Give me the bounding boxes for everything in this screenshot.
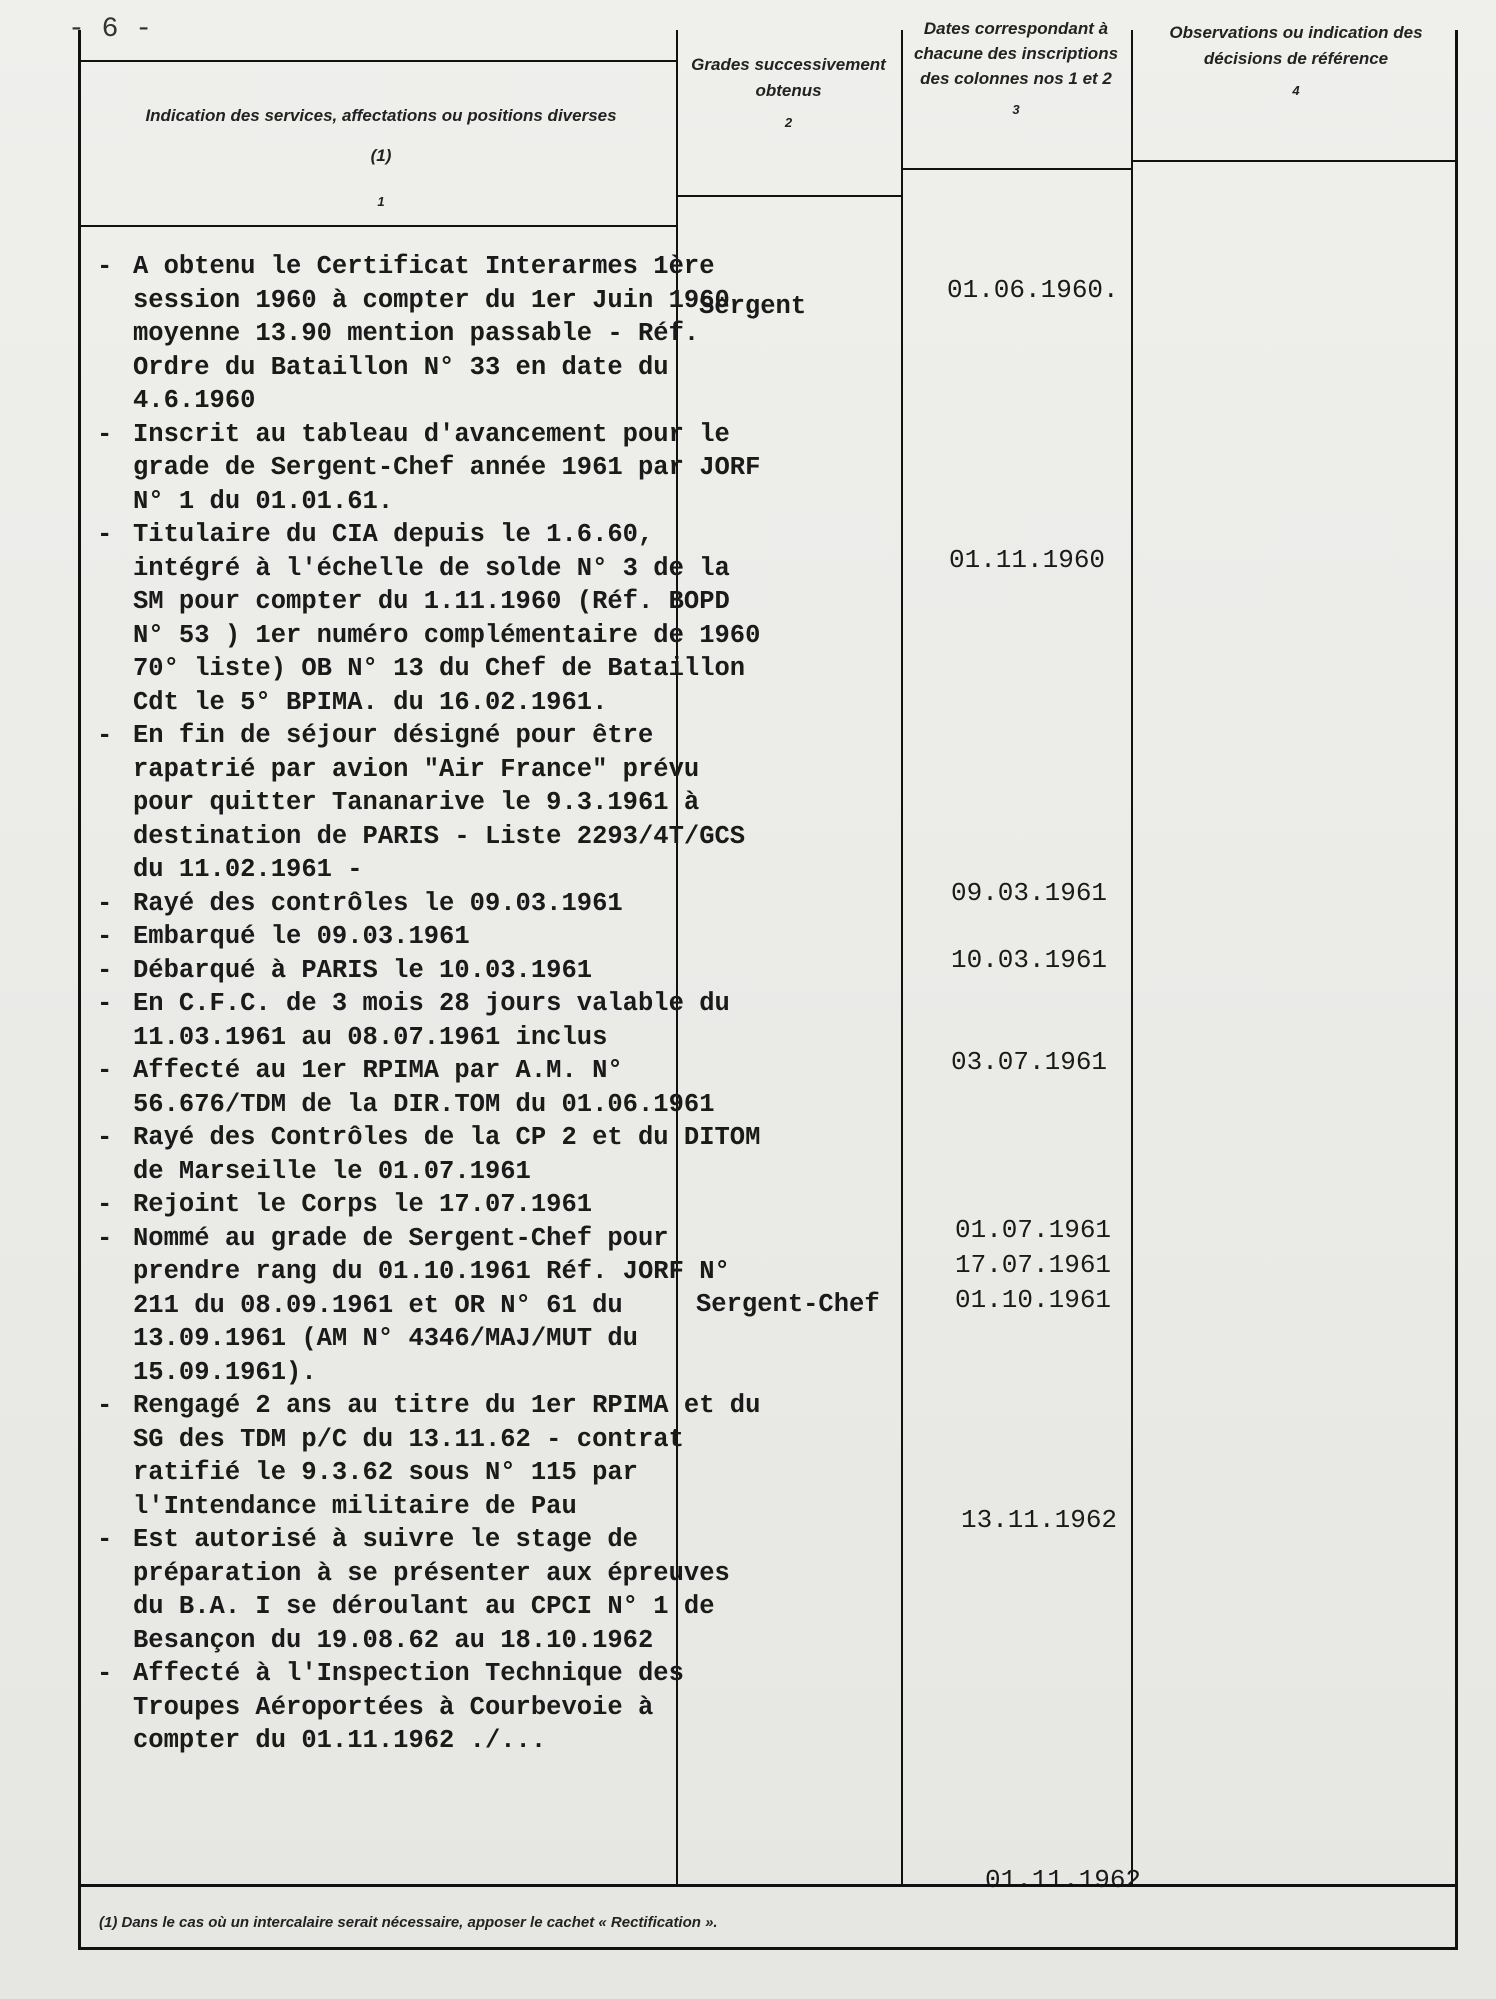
date-value: 01.11.1960 [949, 545, 1106, 575]
list-item: - Est autorisé à suivre le stage de préparation à se présenter aux épreuves du B.A. I se déroulant au CPCI N° 1 de Besançon du 19.08.62 au 18.10.1962 [97, 1525, 730, 1655]
list-item: - Débarqué à PARIS le 10.03.1961 [97, 955, 593, 985]
entry-text: A obtenu le Certificat Interarmes 1ère session 1960 à compter du 1er Juin 1960 moyenne 13.90 mention passable - Réf. Ordre du Bataillon N° 33 en date du 4.6.1960 [133, 252, 730, 415]
column-header-label: Grades successivement obtenus [691, 55, 886, 100]
column-header-label: Observations ou indication des décisions de référence [1169, 23, 1423, 68]
column-number: 1 [377, 194, 385, 209]
column-divider [901, 30, 903, 1887]
column-number: 2 [784, 115, 793, 130]
list-item: - Inscrit au tableau d'avancement pour le grade de Sergent-Chef année 1961 par JORF N° 1 du 01.01.61. [97, 419, 761, 516]
entry-text: En fin de séjour désigné pour être rapatrié par avion "Air France" prévu pour quitter Tananarive le 9.3.1961 à destination de PARIS - Liste 2293/4T/GCS du 11.02.1961 - [133, 721, 746, 884]
list-item: - Rayé des Contrôles de la CP 2 et du DITOM de Marseille le 01.07.1961 [97, 1123, 761, 1186]
entry-text: Nommé au grade de Sergent-Chef pour prendre rang du 01.10.1961 Réf. JORF N° 211 du 08.09.1961 et OR N° 61 du 13.09.1961 (AM N° 4346/MAJ/MUT du 15.09.1961). [133, 1223, 730, 1387]
date-value: 09.03.1961 [951, 878, 1108, 908]
list-item: - Embarqué le 09.03.1961 [97, 922, 470, 951]
footer-rule [81, 1884, 1455, 1887]
list-item: - Rayé des contrôles le 09.03.1961 [97, 888, 623, 918]
date-value: 01.06.1960. [947, 275, 1119, 305]
date-value: 03.07.1961 [951, 1047, 1108, 1077]
list-item: - Nommé au grade de Sergent-Chef pour prendre rang du 01.10.1961 Réf. JORF N° 211 du 08.09.1961 et OR N° 61 du 13.09.1961 (AM N° 4346/MAJ/MUT du 15.09.1961). [97, 1223, 730, 1387]
entry-text: Débarqué à PARIS le 10.03.1961 [133, 955, 593, 985]
date-value: 10.03.1961 [951, 945, 1108, 975]
date-value: 17.07.1961 [955, 1250, 1112, 1280]
entry-text: Affecté à l'Inspection Technique des Troupes Aéroportées à Courbevoie à compter du 01.11.1962 ./... [133, 1659, 684, 1755]
header-rule [676, 195, 901, 197]
page-number: - 6 - [68, 14, 153, 45]
column-number: 3 [1012, 102, 1020, 117]
list-item: - En C.F.C. de 3 mois 28 jours valable du 11.03.1961 au 08.07.1961 inclus [97, 989, 730, 1052]
list-item: - Affecté à l'Inspection Technique des Troupes Aéroportées à Courbevoie à compter du 01.11.1962 ./... [97, 1659, 684, 1755]
column-header-grades [686, 52, 891, 136]
footnote: (1) Dans le cas où un intercalaire serait nécessaire, apposer le cachet « Rectification ». [99, 1914, 718, 1931]
list-item: - A obtenu le Certificat Interarmes 1ère session 1960 à compter du 1er Juin 1960 moyenne 13.90 mention passable - Réf. Ordre du Bataillon N° 33 en date du 4.6.1960 [97, 252, 730, 415]
header-rule [1131, 160, 1458, 162]
entry-text: Rayé des contrôles le 09.03.1961 [133, 888, 623, 918]
header-rule [901, 168, 1131, 170]
entry-text: Est autorisé à suivre le stage de préparation à se présenter aux épreuves du B.A. I se déroulant au CPCI N° 1 de Besançon du 19.08.62 au 18.10.1962 [133, 1525, 730, 1655]
column-header-label: Dates correspondant à chacune des inscriptions des colonnes nos 1 et 2 [913, 19, 1119, 88]
list-item: - Affecté au 1er RPIMA par A.M. N° 56.676/TDM de la DIR.TOM du 01.06.1961 [97, 1056, 715, 1119]
list-item: - Titulaire du CIA depuis le 1.6.60, intégré à l'échelle de solde N° 3 de la SM pour compter du 1.11.1960 (Réf. BOPD N° 53 ) 1er numéro complémentaire de 1960 70° liste) OB N° 13 du Chef de Bataillon Cdt le 5° BPIMA. du 16.02.1961. [97, 520, 761, 717]
entry-text: Rengagé 2 ans au titre du 1er RPIMA et du SG des TDM p/C du 13.11.62 - contrat ratifié le 9.3.62 sous N° 115 par l'Intendance militaire de Pau [133, 1391, 761, 1521]
entries-list [91, 250, 771, 1758]
date-value: 01.10.1961 [955, 1285, 1112, 1315]
entry-text: Titulaire du CIA depuis le 1.6.60, intégré à l'échelle de solde N° 3 de la SM pour compter du 1.11.1960 (Réf. BOPD N° 53 ) 1er numéro complémentaire de 1960 70° liste) OB N° 13 du Chef de Bataillon Cdt le 5° BPIMA. du 16.02.1961. [133, 520, 761, 717]
entry-text: En C.F.C. de 3 mois 28 jours valable du 11.03.1961 au 08.07.1961 inclus [133, 989, 730, 1052]
entry-text: Inscrit au tableau d'avancement pour le grade de Sergent-Chef année 1961 par JORF N° 1 du 01.01.61. [133, 419, 761, 516]
column-divider [1131, 30, 1133, 1887]
table-top-rule [81, 60, 676, 62]
column-number: 4 [1292, 83, 1300, 98]
column-header-services [141, 96, 621, 222]
entry-text: Rejoint le Corps le 17.07.1961 [133, 1190, 593, 1219]
column-header-observations [1161, 20, 1431, 104]
list-item: - Rengagé 2 ans au titre du 1er RPIMA et du SG des TDM p/C du 13.11.62 - contrat ratifié le 9.3.62 sous N° 115 par l'Intendance militaire de Pau [97, 1391, 761, 1521]
list-item: - En fin de séjour désigné pour être rapatrié par avion "Air France" prévu pour quitter Tananarive le 9.3.1961 à destination de PARIS - Liste 2293/4T/GCS du 11.02.1961 - [97, 721, 746, 884]
service-record-table [78, 19, 1458, 1950]
date-value: 01.07.1961 [955, 1215, 1112, 1245]
header-rule [81, 225, 676, 227]
column-header-label: Indication des services, affectations ou positions diverses (1) [145, 106, 617, 165]
list-item: - Rejoint le Corps le 17.07.1961 [97, 1190, 593, 1219]
entry-text: Embarqué le 09.03.1961 [133, 922, 470, 951]
grade-sergent-chef: Sergent-Chef [696, 1290, 880, 1319]
date-value: 13.11.1962 [961, 1505, 1118, 1535]
entry-text: Rayé des Contrôles de la CP 2 et du DITOM de Marseille le 01.07.1961 [133, 1123, 761, 1186]
grade-sergent: Sergent [699, 292, 807, 321]
date-value: 01.11.1962 [985, 1865, 1142, 1895]
column-header-dates [906, 16, 1126, 122]
entry-text: Affecté au 1er RPIMA par A.M. N° 56.676/TDM de la DIR.TOM du 01.06.1961 [133, 1056, 715, 1119]
